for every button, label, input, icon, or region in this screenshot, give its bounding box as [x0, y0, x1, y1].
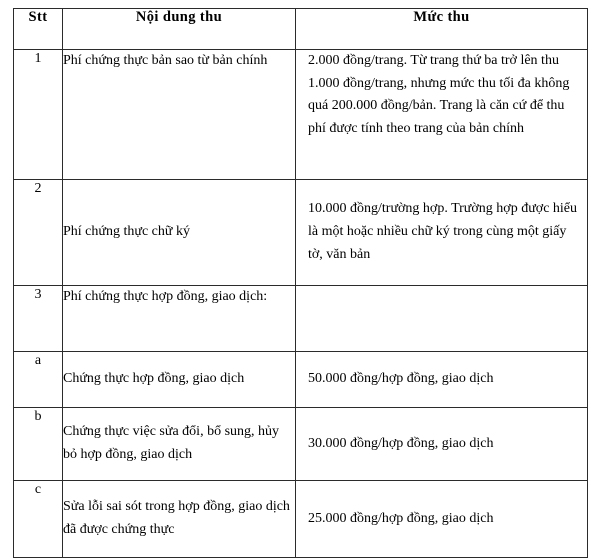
cell-stt: 1: [14, 50, 63, 180]
fee-schedule-table: [13, 8, 588, 558]
cell-muc-thu: 25.000 đồng/hợp đồng, giao dịch: [296, 481, 588, 558]
cell-noi-dung-thu: Phí chứng thực bản sao từ bản chính: [63, 50, 296, 180]
cell-noi-dung-thu: Sửa lỗi sai sót trong hợp đồng, giao dịch đã được chứng thực: [63, 481, 296, 558]
cell-muc-thu: 30.000 đồng/hợp đồng, giao dịch: [296, 408, 588, 481]
cell-stt: b: [14, 408, 63, 481]
cell-muc-thu: 10.000 đồng/trường hợp. Trường hợp được hiểu là một hoặc nhiều chữ ký trong cùng một giấy tờ, văn bản: [296, 180, 588, 286]
cell-stt: 2: [14, 180, 63, 286]
cell-noi-dung-thu: Phí chứng thực hợp đồng, giao dịch:: [63, 286, 296, 352]
cell-muc-thu: 2.000 đồng/trang. Từ trang thứ ba trở lên thu 1.000 đồng/trang, nhưng mức thu tối đa không quá 200.000 đồng/bản. Trang là căn cứ để thu phí được tính theo trang của bản chính: [296, 50, 588, 180]
cell-noi-dung-thu: Chứng thực việc sửa đổi, bổ sung, hủy bỏ hợp đồng, giao dịch: [63, 408, 296, 481]
table-row: [14, 286, 588, 352]
cell-stt: 3: [14, 286, 63, 352]
table-row: [14, 408, 588, 481]
table-header-row: [14, 9, 588, 50]
table-row: [14, 352, 588, 408]
cell-noi-dung-thu: Chứng thực hợp đồng, giao dịch: [63, 352, 296, 408]
table-row: [14, 180, 588, 286]
table-header: [14, 9, 588, 50]
cell-muc-thu: [296, 286, 588, 352]
column-header-noi-dung-thu: Nội dung thu: [63, 9, 296, 50]
cell-stt: a: [14, 352, 63, 408]
table-body: [14, 50, 588, 558]
cell-stt: c: [14, 481, 63, 558]
column-header-stt: Stt: [14, 9, 63, 50]
cell-noi-dung-thu: Phí chứng thực chữ ký: [63, 180, 296, 286]
table-row: [14, 50, 588, 180]
table-row: [14, 481, 588, 558]
cell-muc-thu: 50.000 đồng/hợp đồng, giao dịch: [296, 352, 588, 408]
column-header-muc-thu: Mức thu: [296, 9, 588, 50]
